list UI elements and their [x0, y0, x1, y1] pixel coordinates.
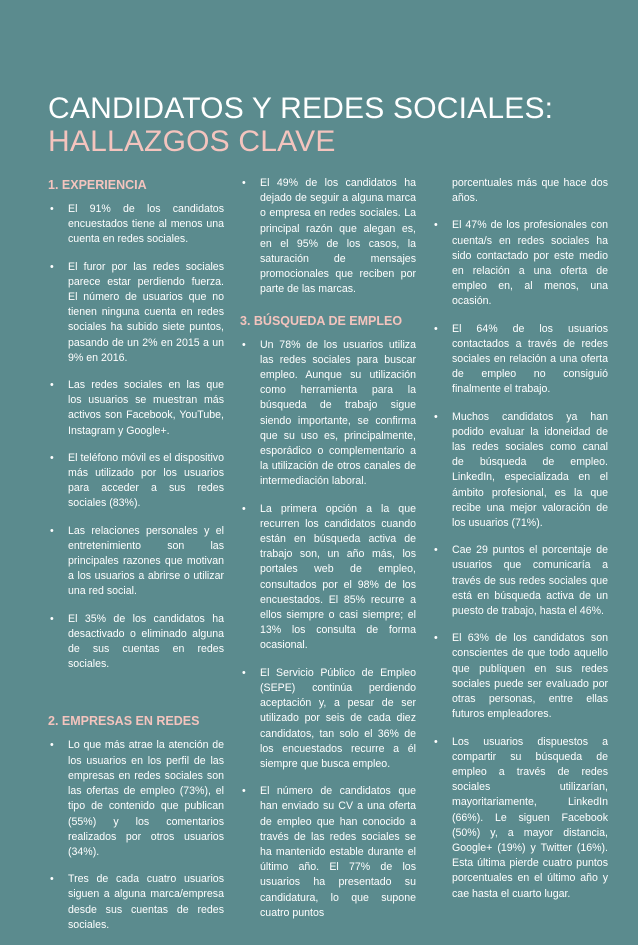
- title-line-1: CANDIDATOS Y REDES SOCIALES:: [48, 92, 554, 126]
- list-item-continuation: porcentuales más que hace dos años.: [452, 177, 608, 205]
- section-heading-experiencia: 1. EXPERIENCIA: [48, 178, 147, 192]
- section-heading-busqueda: 3. BÚSQUEDA DE EMPLEO: [240, 313, 403, 328]
- column-1: [48, 174, 224, 945]
- list-item: • El 49% de los candidatos ha dejado de seguir a alguna marca o empresa en redes sociales. La principal razón que alegan es, en el 95% de los casos, la saturación de mensajes promocionales que reciben por parte de las marcas.: [240, 176, 416, 298]
- section-spacer: [48, 684, 224, 710]
- list-item: • El Servicio Público de Empleo (SEPE) continúa perdiendo aceptación y, a pesar de ser utilizado por seis de cada diez candidatos, tan solo el 36% de los encuestados recurre a él siempre que busca empleo.: [240, 666, 416, 772]
- list-item: • El furor por las redes sociales parece estar perdiendo fuerza. El número de usuarios que no tienen ninguna cuenta en redes sociales ha subido siete puntos, pasando de un 2% en 2015 a un 9% en 2016.: [48, 260, 224, 366]
- list-item: • Cae 29 puntos el porcentaje de usuarios que comunicaría a través de sus redes sociales que está en búsqueda activa de un puesto de trabajo, hasta el 46%.: [432, 543, 608, 619]
- column-2: [240, 176, 416, 933]
- list-busqueda-cont: [432, 176, 608, 902]
- list-item: • Lo que más atrae la atención de los usuarios en los perfil de las empresas en redes sociales son las ofertas de empleo (73%), el tipo de contenido que publican (55%) y los comentarios realizados por otros usuarios (34%).: [48, 738, 224, 860]
- list-item: • Un 78% de los usuarios utiliza las redes sociales para buscar empleo. Aunque su utilización como herramienta para la búsqueda de trabajo sigue siendo importante, se confirma que su uso es, principalmente, esporádico o complementario a la utilización de otros canales de intermediación laboral.: [240, 338, 416, 490]
- list-experiencia: [48, 202, 224, 672]
- list-item: • El teléfono móvil es el dispositivo más utilizado por los usuarios para acceder a sus redes sociales (83%).: [48, 451, 224, 512]
- list-busqueda: [240, 338, 416, 921]
- list-item: • Los usuarios dispuestos a compartir su búsqueda de empleo a través de redes sociales utilizarían, mayoritariamente, LinkedIn (66%). Le siguen Facebook (50%) y, a mayor distancia, Google+ (19%) y Twitter (16%). Esta última pierde cuatro puntos porcentuales en el último año y cae hasta el cuarto lugar.: [432, 735, 608, 902]
- page-title: [48, 92, 553, 158]
- list-item: • El número de candidatos que han enviado su CV a una oferta de empleo que han conocido a través de las redes sociales se ha mantenido estable durante el último año. El 77% de los usuarios ha presentado su candidatura, lo que supone cuatro puntos: [240, 784, 416, 921]
- list-item: • Las relaciones personales y el entretenimiento son las principales razones que motivan a los usuarios a abrirse o utilizar una red social.: [48, 524, 224, 600]
- list-empresas: [48, 738, 224, 932]
- title-line-2: HALLAZGOS CLAVE: [48, 125, 336, 159]
- list-item: • El 91% de los candidatos encuestados tiene al menos una cuenta en redes sociales.: [48, 202, 224, 248]
- list-item: • El 47% de los profesionales con cuenta/s en redes sociales ha sido contactado por este medio en relación a una oferta de empleo en, al menos, una ocasión.: [432, 218, 608, 309]
- section-heading-empresas: 2. EMPRESAS EN REDES: [48, 714, 200, 729]
- list-item: • El 35% de los candidatos ha desactivado o eliminado alguna de sus cuentas en redes sociales.: [48, 612, 224, 673]
- list-item: • La primera opción a la que recurren los candidatos cuando están en búsqueda activa de trabajo son, un año más, los portales web de empleo, consultados por el 98% de los encuestados. El 85% recurre a ellos siempre o casi siempre; el 13% los consulta de forma ocasional.: [240, 502, 416, 654]
- list-item: • Muchos candidatos ya han podido evaluar la idoneidad de las redes sociales como canal de búsqueda de empleo. LinkedIn, especializada en el ámbito profesional, es la que recibe una mejor valoración de los usuarios (71%).: [432, 410, 608, 532]
- list-item: • El 64% de los usuarios contactados a través de redes sociales en relación a una oferta de empleo no consiguió finalmente el trabajo.: [432, 322, 608, 398]
- list-item: • El 63% de los candidatos son conscientes de que todo aquello que publiquen en sus redes sociales puede ser evaluado por otras personas, entre ellas futuros empleadores.: [432, 631, 608, 722]
- list-item: • Tres de cada cuatro usuarios siguen a alguna marca/empresa desde sus cuentas de redes sociales.: [48, 872, 224, 933]
- list-item: • Las redes sociales en las que los usuarios se muestran más activos son Facebook, YouTube, Instagram y Google+.: [48, 378, 224, 439]
- column-3: [432, 176, 608, 914]
- list-empresas-cont: [240, 176, 416, 298]
